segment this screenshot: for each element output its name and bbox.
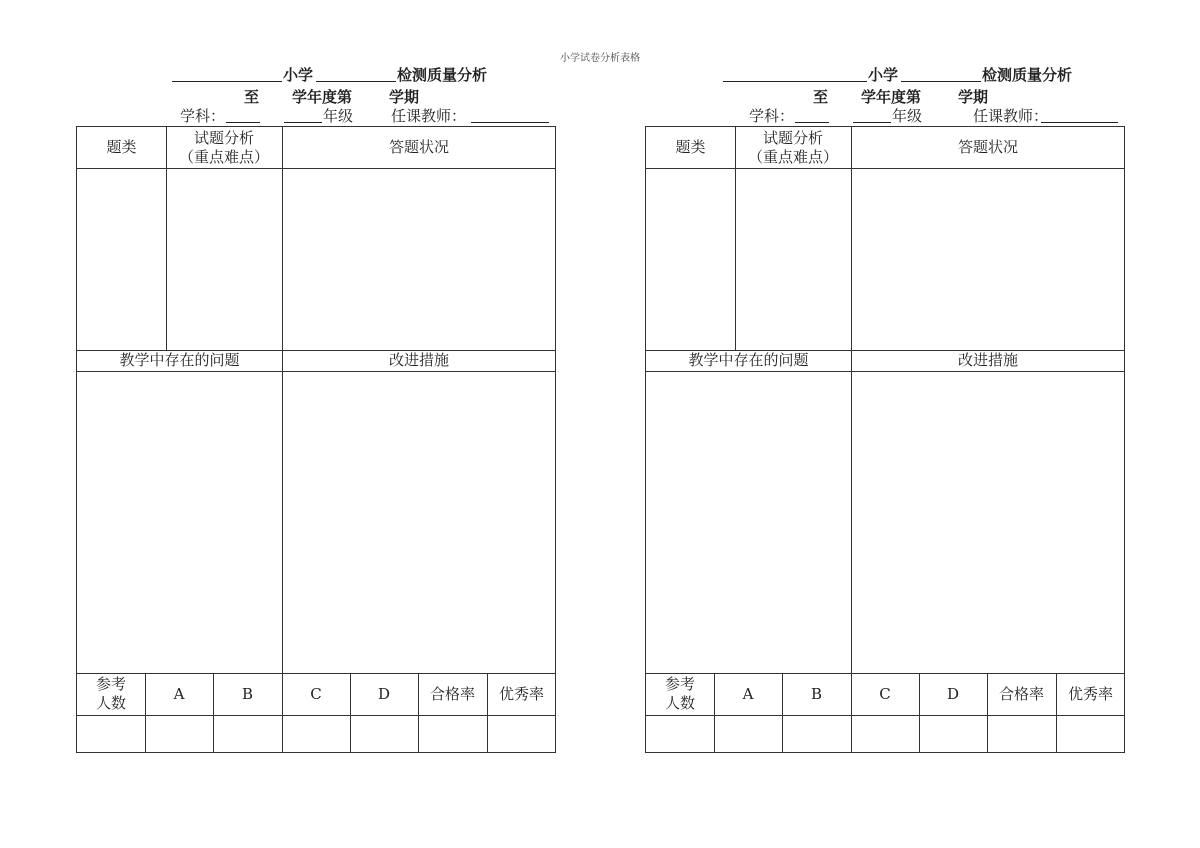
stats-header-d: D [946, 684, 960, 703]
school-suffix: 小学 [283, 66, 314, 84]
improvements-entry-area[interactable] [852, 372, 1124, 672]
subject-blank[interactable] [226, 105, 260, 123]
improvements-heading: 改进措施 [957, 351, 1018, 369]
title-suffix: 检测质量分析 [982, 66, 1073, 84]
stats-header-c: C [879, 684, 891, 703]
header-category: 题类 [106, 138, 137, 156]
header-answers: 答题状况 [388, 138, 449, 156]
analysis-entry-area[interactable] [167, 169, 281, 349]
subject-label: 学科： [180, 107, 226, 125]
stats-value-participants[interactable] [77, 716, 144, 752]
problems-heading: 教学中存在的问题 [688, 351, 809, 369]
info-line [76, 105, 556, 125]
answers-entry-area[interactable] [852, 169, 1124, 349]
year-label: 学年度第 [861, 88, 922, 106]
header-analysis-note: （重点难点） [178, 147, 269, 166]
sheet-title [645, 64, 1125, 86]
header-analysis-label: 试题分析 [762, 128, 823, 147]
stats-value-b[interactable] [783, 716, 850, 752]
stats-header-participants: 参考 人数 [95, 675, 126, 712]
header-analysis [166, 127, 282, 168]
school-name-blank[interactable] [723, 64, 867, 82]
header-category: 题类 [675, 138, 706, 156]
analysis-entry-area[interactable] [736, 169, 850, 349]
info-line [645, 105, 1125, 125]
stats-header-c: C [310, 684, 322, 703]
sheet-title [76, 64, 556, 86]
problems-heading: 教学中存在的问题 [119, 351, 240, 369]
teacher-blank[interactable] [471, 105, 549, 123]
stats-value-pass-rate[interactable] [419, 716, 486, 752]
year-to-label: 至 [813, 88, 829, 106]
stats-header-a: A [742, 684, 754, 703]
grade-label: 年级 [892, 107, 923, 125]
analysis-sheet-right [645, 0, 1125, 848]
stats-value-participants[interactable] [646, 716, 713, 752]
stats-header-d: D [377, 684, 391, 703]
answers-entry-area[interactable] [283, 169, 555, 349]
teacher-blank[interactable] [1041, 105, 1118, 123]
teacher-label: 任课教师： [391, 107, 467, 125]
header-answers: 答题状况 [957, 138, 1018, 156]
school-name-blank[interactable] [172, 64, 282, 82]
analysis-table [76, 126, 556, 753]
subject-blank[interactable] [795, 105, 829, 123]
school-year-line [645, 86, 1125, 106]
improvements-entry-area[interactable] [283, 372, 555, 672]
stats-header-participants: 参考 人数 [664, 675, 695, 712]
school-suffix: 小学 [868, 66, 899, 84]
problems-entry-area[interactable] [77, 372, 281, 672]
improvements-heading: 改进措施 [388, 351, 449, 369]
school-year-line [76, 86, 556, 106]
stats-header-a: A [173, 684, 185, 703]
title-suffix: 检测质量分析 [397, 66, 488, 84]
grade-blank[interactable] [853, 105, 891, 123]
stats-value-a[interactable] [146, 716, 212, 752]
stats-value-excellent-rate[interactable] [488, 716, 555, 752]
analysis-sheet-left [76, 0, 556, 848]
teacher-label: 任课教师： [973, 107, 1049, 125]
subject-label: 学科： [749, 107, 795, 125]
category-entry-area[interactable] [77, 169, 165, 349]
stats-value-pass-rate[interactable] [988, 716, 1055, 752]
problems-entry-area[interactable] [646, 372, 850, 672]
stats-value-d[interactable] [920, 716, 986, 752]
stats-value-b[interactable] [214, 716, 281, 752]
exam-name-blank[interactable] [901, 64, 981, 82]
stats-value-a[interactable] [715, 716, 781, 752]
exam-name-blank[interactable] [316, 64, 396, 82]
year-to-label: 至 [244, 88, 260, 106]
header-analysis-label: 试题分析 [193, 128, 254, 147]
stats-header-pass-rate: 合格率 [429, 684, 475, 703]
term-label: 学期 [389, 88, 420, 106]
year-label: 学年度第 [292, 88, 353, 106]
stats-value-c[interactable] [283, 716, 349, 752]
stats-header-pass-rate: 合格率 [998, 684, 1044, 703]
category-entry-area[interactable] [646, 169, 734, 349]
page-header: 小学试卷分析表格 [560, 53, 640, 64]
header-analysis-note: （重点难点） [747, 147, 838, 166]
header-analysis [735, 127, 851, 168]
stats-header-b: B [810, 684, 823, 703]
analysis-table [645, 126, 1125, 753]
stats-header-b: B [241, 684, 254, 703]
stats-header-excellent-rate: 优秀率 [1067, 684, 1113, 703]
stats-value-excellent-rate[interactable] [1057, 716, 1124, 752]
stats-value-d[interactable] [351, 716, 417, 752]
grade-label: 年级 [323, 107, 354, 125]
stats-value-c[interactable] [852, 716, 918, 752]
stats-header-excellent-rate: 优秀率 [498, 684, 544, 703]
grade-blank[interactable] [284, 105, 322, 123]
term-label: 学期 [958, 88, 989, 106]
